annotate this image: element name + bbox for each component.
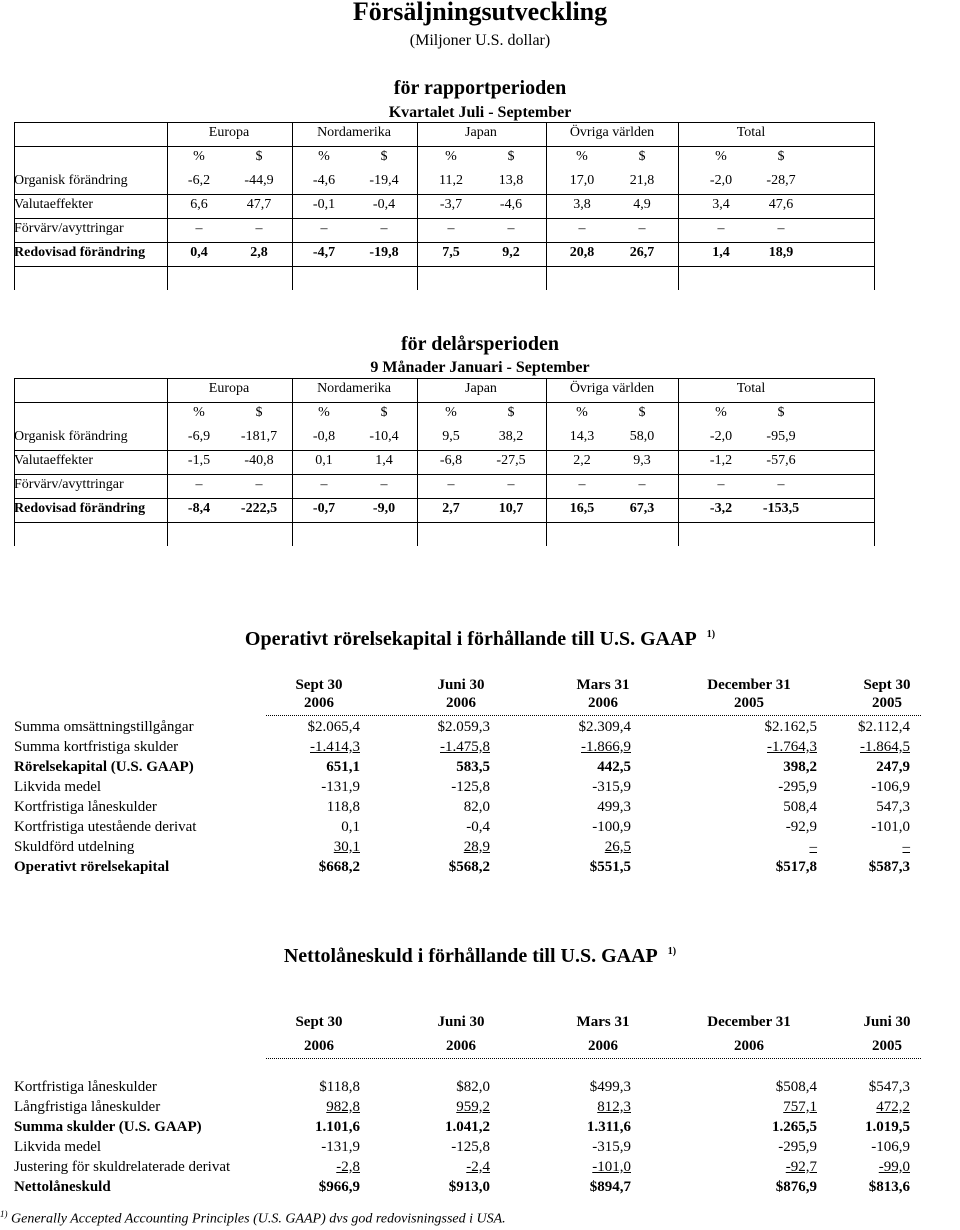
value-cell: -27,5	[496, 453, 526, 468]
column-header-line2: 2006	[588, 1038, 618, 1054]
table-row	[14, 170, 874, 192]
value-cell: -6,2	[187, 173, 211, 188]
value-cell: 0,1	[341, 819, 360, 835]
unit-header: $	[255, 405, 263, 420]
row-label: Rörelsekapital (U.S. GAAP)	[14, 759, 194, 775]
row-rule	[14, 522, 874, 523]
value-cell: -1.475,8	[440, 739, 490, 755]
value-cell: -181,7	[240, 429, 278, 444]
column-divider	[678, 122, 679, 290]
value-cell: –	[380, 221, 388, 236]
row-label: Förvärv/avyttringar	[14, 221, 124, 236]
row-label: Organisk förändring	[14, 173, 128, 188]
column-divider	[292, 378, 293, 546]
value-cell: 9,2	[502, 245, 520, 260]
value-cell: –	[255, 477, 263, 492]
column-divider	[167, 122, 168, 290]
header-rule	[14, 146, 874, 147]
table-row	[14, 737, 914, 757]
value-cell: 38,2	[498, 429, 524, 444]
unit-header: $	[380, 149, 388, 164]
value-cell: -315,9	[592, 779, 631, 795]
value-cell: $499,3	[589, 1079, 631, 1095]
net-debt-footnote-ref: 1)	[667, 946, 677, 958]
value-cell: 757,1	[783, 1099, 817, 1115]
net-debt-heading	[0, 945, 960, 968]
value-cell: 30,1	[333, 839, 360, 855]
value-cell: -6,8	[439, 453, 463, 468]
value-cell: -3,7	[439, 197, 463, 212]
region-header: Total	[736, 125, 766, 140]
row-label: Kortfristiga utestående derivat	[14, 819, 197, 835]
unit-header: $	[380, 405, 388, 420]
value-cell: -315,9	[592, 1139, 631, 1155]
region-header: Nordamerika	[317, 125, 391, 140]
value-cell: $966,9	[318, 1179, 360, 1195]
row-label: Kortfristiga låneskulder	[14, 1079, 157, 1095]
row-label: Summa omsättningstillgångar	[14, 719, 194, 735]
value-cell: 547,3	[876, 799, 910, 815]
column-header-line2: 2005	[734, 695, 764, 711]
value-cell: -2,0	[709, 429, 733, 444]
value-cell: –	[717, 477, 725, 492]
value-cell: –	[507, 221, 515, 236]
value-cell: -92,9	[785, 819, 817, 835]
value-cell: –	[777, 477, 785, 492]
value-cell: 20,8	[569, 245, 595, 260]
value-cell: 28,9	[463, 839, 490, 855]
table-row	[14, 498, 874, 520]
value-cell: -9,0	[372, 501, 396, 516]
value-cell: -100,9	[592, 819, 631, 835]
table-row	[14, 1097, 914, 1117]
value-cell: 442,5	[597, 759, 631, 775]
value-cell: -1.866,9	[581, 739, 631, 755]
region-header: Europa	[208, 125, 250, 140]
table-row	[14, 717, 914, 737]
value-cell: –	[447, 221, 455, 236]
value-cell: 982,8	[326, 1099, 360, 1115]
table-top-rule	[14, 378, 874, 379]
value-cell: -8,4	[187, 501, 211, 516]
value-cell: -0,8	[312, 429, 336, 444]
value-cell: 47,7	[246, 197, 272, 212]
value-cell: –	[320, 477, 328, 492]
footnote	[0, 1209, 506, 1228]
value-cell: -101,0	[592, 1159, 631, 1175]
value-cell: -10,4	[369, 429, 399, 444]
row-label: Operativt rörelsekapital	[14, 859, 170, 875]
value-cell: 2,2	[573, 453, 591, 468]
value-cell: -125,8	[451, 779, 490, 795]
value-cell: 1.041,2	[445, 1119, 490, 1135]
value-cell: 17,0	[569, 173, 595, 188]
unit-header: $	[507, 405, 515, 420]
unit-header: %	[576, 149, 588, 164]
value-cell: –	[380, 477, 388, 492]
value-cell: 651,1	[326, 759, 360, 775]
value-cell: $2.065,4	[307, 719, 360, 735]
table-border	[874, 122, 875, 290]
value-cell: -153,5	[762, 501, 800, 516]
column-divider	[167, 378, 168, 546]
value-cell: -0,4	[466, 819, 490, 835]
net-debt-heading-text: Nettolåneskuld i förhållande till U.S. GAAP	[283, 945, 658, 967]
header-underline	[266, 1058, 921, 1059]
column-header-line1: Sept 30	[863, 677, 911, 693]
value-cell: 13,8	[498, 173, 524, 188]
value-cell: –	[902, 839, 910, 855]
value-cell: 247,9	[876, 759, 910, 775]
row-label: Valutaeffekter	[14, 453, 94, 468]
column-header-line1: Sept 30	[295, 677, 343, 693]
table-row	[14, 857, 914, 877]
column-header-line1: Sept 30	[295, 1014, 343, 1030]
value-cell: -2,0	[709, 173, 733, 188]
quarter-subheading: Kvartalet Juli - September	[388, 104, 572, 121]
value-cell: –	[809, 839, 817, 855]
column-header-line1: Juni 30	[437, 1014, 485, 1030]
value-cell: -19,4	[369, 173, 399, 188]
value-cell: 1,4	[712, 245, 730, 260]
value-cell: 472,2	[876, 1099, 910, 1115]
value-cell: -222,5	[240, 501, 278, 516]
unit-header: $	[777, 405, 785, 420]
value-cell: 1.265,5	[772, 1119, 817, 1135]
value-cell: $2.112,4	[858, 719, 910, 735]
value-cell: $508,4	[775, 1079, 817, 1095]
value-cell: $587,3	[868, 859, 910, 875]
column-header-line2: 2006	[304, 695, 334, 711]
row-label: Valutaeffekter	[14, 197, 94, 212]
value-cell: -4,7	[312, 245, 336, 260]
value-cell: 398,2	[783, 759, 817, 775]
value-cell: -40,8	[244, 453, 274, 468]
region-header: Japan	[465, 381, 497, 396]
value-cell: 812,3	[597, 1099, 631, 1115]
unit-header: %	[445, 149, 457, 164]
value-cell: –	[447, 477, 455, 492]
table-row	[14, 817, 914, 837]
value-cell: -99,0	[878, 1159, 910, 1175]
column-header-line2: 2005	[872, 695, 902, 711]
region-header: Övriga världen	[569, 381, 655, 396]
table-row	[14, 426, 874, 448]
value-cell: –	[717, 221, 725, 236]
quarter-heading: för rapportperioden	[393, 77, 567, 99]
value-cell: 2,8	[250, 245, 268, 260]
column-header-line1: December 31	[707, 677, 791, 693]
value-cell: -1.864,5	[860, 739, 910, 755]
value-cell: 82,0	[463, 799, 490, 815]
value-cell: 508,4	[783, 799, 817, 815]
value-cell: $568,2	[448, 859, 490, 875]
row-label: Redovisad förändring	[14, 245, 146, 260]
value-cell: $82,0	[456, 1079, 490, 1095]
value-cell: 67,3	[629, 501, 655, 516]
value-cell: $913,0	[448, 1179, 490, 1195]
unit-header: %	[193, 405, 205, 420]
column-header-line2: 2006	[304, 1038, 334, 1054]
ytd-heading: för delårsperioden	[401, 333, 559, 355]
value-cell: -1.764,3	[767, 739, 817, 755]
unit-header-row	[14, 402, 874, 424]
value-cell: –	[638, 477, 646, 492]
row-label: Skuldförd utdelning	[14, 839, 135, 855]
table-border	[874, 378, 875, 546]
value-cell: 58,0	[629, 429, 655, 444]
table-row	[14, 757, 914, 777]
value-cell: 9,5	[442, 429, 460, 444]
value-cell: -1,5	[187, 453, 211, 468]
table-row	[14, 837, 914, 857]
page-subtitle: (Miljoner U.S. dollar)	[409, 32, 551, 49]
region-header: Nordamerika	[317, 381, 391, 396]
footnote-text: Generally Accepted Accounting Principles (U.S. GAAP) dvs god redovisningssed i USA.	[11, 1211, 506, 1227]
value-cell: $551,5	[589, 859, 631, 875]
column-header-line1: Mars 31	[576, 1014, 630, 1030]
column-header-line2: 2005	[872, 1038, 902, 1054]
row-label: Organisk förändring	[14, 429, 128, 444]
column-divider	[417, 122, 418, 290]
unit-header: $	[638, 149, 646, 164]
value-cell: 959,2	[456, 1099, 490, 1115]
value-cell: 1.019,5	[865, 1119, 910, 1135]
table-row	[14, 1117, 914, 1137]
value-cell: -2,4	[466, 1159, 490, 1175]
unit-header: $	[507, 149, 515, 164]
table-row	[14, 474, 874, 496]
value-cell: 47,6	[768, 197, 794, 212]
value-cell: -6,9	[187, 429, 211, 444]
column-divider	[546, 378, 547, 546]
value-cell: 18,9	[768, 245, 794, 260]
unit-header: $	[255, 149, 263, 164]
column-header-line1: Mars 31	[576, 677, 630, 693]
value-cell: -125,8	[451, 1139, 490, 1155]
value-cell: –	[255, 221, 263, 236]
value-cell: –	[578, 221, 586, 236]
row-label: Summa kortfristiga skulder	[14, 739, 179, 755]
value-cell: $876,9	[775, 1179, 817, 1195]
value-cell: -92,7	[785, 1159, 817, 1175]
table-row	[14, 450, 874, 472]
table-row	[14, 1137, 914, 1157]
row-label: Likvida medel	[14, 779, 102, 795]
working-capital-heading-text: Operativt rörelsekapital i förhållande till U.S. GAAP	[244, 628, 697, 650]
value-cell: 1.101,6	[315, 1119, 360, 1135]
table-row	[14, 777, 914, 797]
unit-header: %	[193, 149, 205, 164]
footnote-marker: 1)	[0, 1209, 8, 1219]
value-cell: -1,2	[709, 453, 733, 468]
value-cell: $517,8	[775, 859, 817, 875]
table-border	[14, 378, 15, 546]
row-label: Summa skulder (U.S. GAAP)	[14, 1119, 202, 1135]
table-row	[14, 194, 874, 216]
row-label: Redovisad förändring	[14, 501, 146, 516]
value-cell: 26,7	[629, 245, 655, 260]
value-cell: 1.311,6	[586, 1119, 631, 1135]
column-header-line2: 2006	[734, 1038, 764, 1054]
value-cell: -28,7	[766, 173, 796, 188]
value-cell: $2.059,3	[437, 719, 490, 735]
value-cell: 6,6	[190, 197, 208, 212]
region-header: Japan	[465, 125, 497, 140]
column-header-line2: 2006	[446, 1038, 476, 1054]
value-cell: $2.162,5	[764, 719, 817, 735]
value-cell: 118,8	[326, 799, 360, 815]
value-cell: -0,7	[312, 501, 336, 516]
table-row	[14, 242, 874, 264]
unit-header-row	[14, 146, 874, 168]
value-cell: $118,8	[319, 1079, 360, 1095]
value-cell: 7,5	[442, 245, 460, 260]
table-row	[14, 1157, 914, 1177]
value-cell: 16,5	[569, 501, 595, 516]
unit-header: %	[576, 405, 588, 420]
value-cell: $813,6	[868, 1179, 910, 1195]
value-cell: -44,9	[244, 173, 274, 188]
value-cell: 1,4	[375, 453, 393, 468]
value-cell: $668,2	[318, 859, 360, 875]
value-cell: 21,8	[629, 173, 655, 188]
table-row	[14, 797, 914, 817]
page-title: Försäljningsutveckling	[352, 0, 608, 26]
column-divider	[292, 122, 293, 290]
value-cell: -0,1	[312, 197, 336, 212]
row-label: Förvärv/avyttringar	[14, 477, 124, 492]
working-capital-heading	[0, 628, 960, 651]
unit-header: %	[445, 405, 457, 420]
region-header: Övriga världen	[569, 125, 655, 140]
region-header: Total	[736, 381, 766, 396]
header-underline	[266, 715, 921, 716]
value-cell: -106,9	[871, 1139, 910, 1155]
unit-header: %	[318, 149, 330, 164]
value-cell: 2,7	[442, 501, 460, 516]
value-cell: 583,5	[456, 759, 490, 775]
value-cell: -2,8	[336, 1159, 360, 1175]
value-cell: –	[320, 221, 328, 236]
table-top-rule	[14, 122, 874, 123]
row-rule	[14, 266, 874, 267]
value-cell: 9,3	[633, 453, 651, 468]
value-cell: 14,3	[569, 429, 595, 444]
unit-header: $	[777, 149, 785, 164]
value-cell: -1.414,3	[310, 739, 360, 755]
table-row	[14, 1077, 914, 1097]
value-cell: $894,7	[589, 1179, 631, 1195]
value-cell: -4,6	[312, 173, 336, 188]
row-label: Långfristiga låneskulder	[14, 1099, 161, 1115]
unit-header: $	[638, 405, 646, 420]
value-cell: 3,8	[573, 197, 591, 212]
unit-header: %	[715, 405, 727, 420]
region-header: Europa	[208, 381, 250, 396]
column-header-line2: 2006	[588, 695, 618, 711]
working-capital-footnote-ref: 1)	[706, 629, 716, 641]
value-cell: $2.309,4	[578, 719, 631, 735]
value-cell: 3,4	[712, 197, 730, 212]
value-cell: –	[578, 477, 586, 492]
header-rule	[14, 402, 874, 403]
value-cell: –	[777, 221, 785, 236]
column-header-line1: December 31	[707, 1014, 791, 1030]
value-cell: -3,2	[709, 501, 733, 516]
table-border	[14, 122, 15, 290]
ytd-subheading: 9 Månader Januari - September	[370, 359, 590, 376]
row-label: Kortfristiga låneskulder	[14, 799, 157, 815]
value-cell: 10,7	[498, 501, 524, 516]
row-label: Justering för skuldrelaterade derivat	[14, 1159, 231, 1175]
value-cell: -57,6	[766, 453, 796, 468]
column-divider	[678, 378, 679, 546]
value-cell: -295,9	[778, 1139, 817, 1155]
value-cell: -131,9	[321, 779, 360, 795]
value-cell: $547,3	[868, 1079, 910, 1095]
column-divider	[546, 122, 547, 290]
value-cell: -106,9	[871, 779, 910, 795]
value-cell: 26,5	[604, 839, 631, 855]
table-row	[14, 1177, 914, 1197]
value-cell: 11,2	[439, 173, 463, 188]
value-cell: 4,9	[633, 197, 651, 212]
region-header-row	[14, 378, 874, 400]
value-cell: -4,6	[499, 197, 523, 212]
value-cell: 0,1	[315, 453, 333, 468]
value-cell: –	[195, 477, 203, 492]
value-cell: 499,3	[597, 799, 631, 815]
unit-header: %	[715, 149, 727, 164]
value-cell: -95,9	[766, 429, 796, 444]
value-cell: –	[638, 221, 646, 236]
value-cell: -19,8	[369, 245, 399, 260]
value-cell: -101,0	[871, 819, 910, 835]
row-label: Nettolåneskuld	[14, 1179, 111, 1195]
table-row	[14, 218, 874, 240]
value-cell: –	[507, 477, 515, 492]
unit-header: %	[318, 405, 330, 420]
value-cell: 0,4	[190, 245, 208, 260]
column-header-line2: 2006	[446, 695, 476, 711]
row-label: Likvida medel	[14, 1139, 102, 1155]
value-cell: -0,4	[372, 197, 396, 212]
value-cell: –	[195, 221, 203, 236]
column-header-line1: Juni 30	[863, 1014, 911, 1030]
value-cell: -131,9	[321, 1139, 360, 1155]
region-header-row	[14, 122, 874, 144]
column-header-line1: Juni 30	[437, 677, 485, 693]
column-divider	[417, 378, 418, 546]
value-cell: -295,9	[778, 779, 817, 795]
